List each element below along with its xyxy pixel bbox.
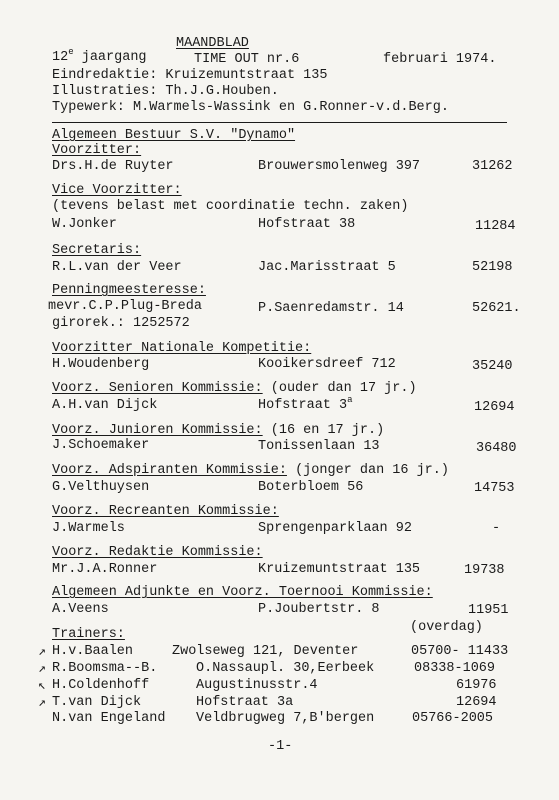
- volume-number: 12: [52, 50, 69, 65]
- volume-line: [52, 47, 147, 66]
- board-title: Algemeen Bestuur S.V. "Dynamo": [52, 128, 296, 143]
- member-address: Hofstraat 38: [258, 217, 356, 232]
- section-heading: Voorz. Junioren Kommissie:: [52, 423, 263, 438]
- member-phone: 19738: [464, 563, 505, 578]
- trainer-address: Zwolseweg 121, Deventer: [172, 644, 359, 659]
- member-name: A.H.van Dijck: [52, 398, 158, 413]
- section-heading: Voorz. Redaktie Kommissie:: [52, 545, 263, 560]
- member-phone: 35240: [472, 359, 513, 374]
- member-phone: 31262: [472, 159, 513, 174]
- member-name: Mr.J.A.Ronner: [52, 562, 158, 577]
- typing-line: Typewerk: M.Warmels-Wassink en G.Ronner-v.d.Berg.: [52, 100, 449, 115]
- member-address: Boterbloem 56: [258, 480, 364, 495]
- member-address: Tonissenlaan 13: [258, 439, 380, 454]
- section-heading: Voorz. Senioren Kommissie:: [52, 381, 263, 396]
- section-suffix: (16 en 17 jr.): [270, 423, 385, 438]
- section-heading: Algemeen Adjunkte en Voorz. Toernooi Kommissie:: [52, 585, 433, 600]
- member-phone: 12694: [474, 400, 515, 415]
- trainer-name: R.Boomsma--B.: [52, 661, 158, 676]
- section-heading: Penningmeesteresse:: [52, 283, 206, 298]
- section-heading: Secretaris:: [52, 243, 142, 258]
- member-address: P.Joubertstr. 8: [258, 602, 380, 617]
- trainer-name: T.van Dijck: [52, 695, 142, 710]
- section-heading: Vice Voorzitter:: [52, 183, 182, 198]
- member-phone: 11284: [475, 219, 516, 234]
- editorial-line: Eindredaktie: Kruizemuntstraat 135: [52, 68, 328, 83]
- member-name: G.Velthuysen: [52, 480, 150, 495]
- volume-word: jaargang: [81, 50, 147, 65]
- member-address: Brouwersmolenweg 397: [258, 159, 421, 174]
- check-mark-icon: ↗: [38, 644, 46, 659]
- trainer-name: H.v.Baalen: [52, 644, 134, 659]
- trainer-address: Hofstraat 3a: [196, 695, 294, 710]
- section-line: [52, 381, 417, 397]
- member-address: Sprengenparklaan 92: [258, 521, 412, 536]
- section-heading: Voorzitter:: [52, 143, 142, 158]
- trainer-phone: 12694: [456, 695, 497, 710]
- member-phone: 52621.: [472, 301, 521, 316]
- publication-name: TIME OUT nr.6: [194, 52, 300, 67]
- member-address: Kooikersdreef 712: [258, 357, 396, 372]
- member-address: P.Saenredamstr. 14: [258, 301, 404, 316]
- member-name: mevr.C.P.Plug-Breda: [48, 299, 202, 314]
- member-phone: 11951: [468, 603, 509, 618]
- section-heading: Voorzitter Nationale Kompetitie:: [52, 341, 312, 356]
- check-mark-icon: ↗: [38, 661, 46, 676]
- check-mark-icon: ↖: [38, 678, 46, 693]
- trainer-name: N.van Engeland: [52, 711, 166, 726]
- trainer-phone: 05700- 11433: [411, 644, 509, 659]
- masthead-divider: [52, 122, 507, 123]
- trainer-address: Veldbrugweg 7,B'bergen: [196, 711, 375, 726]
- trainer-phone: 61976: [456, 678, 497, 693]
- member-phone: 52198: [472, 260, 513, 275]
- trainer-address: O.Nassaupl. 30,Eerbeek: [196, 661, 375, 676]
- giro-account: girorek.: 1252572: [52, 316, 190, 331]
- section-note: (tevens belast met coordinatie techn. zaken): [52, 199, 409, 214]
- check-mark-icon: ↗: [38, 695, 46, 710]
- page-number: -1-: [268, 739, 293, 754]
- member-name: J.Warmels: [52, 521, 125, 536]
- trainer-address: Augustinusstr.4: [196, 678, 318, 693]
- trainer-name: H.Coldenhoff: [52, 678, 150, 693]
- section-heading: Voorz. Recreanten Kommissie:: [52, 504, 279, 519]
- member-address-line: [258, 395, 353, 414]
- trainer-phone: 05766-2005: [412, 711, 494, 726]
- member-address: Jac.Marisstraat 5: [258, 260, 396, 275]
- masthead-title: MAANDBLAD: [176, 36, 249, 51]
- address-superscript: a: [347, 395, 353, 405]
- member-phone: 14753: [474, 481, 515, 496]
- member-name: Drs.H.de Ruyter: [52, 159, 174, 174]
- section-line: [52, 423, 384, 439]
- phone-note: (overdag): [410, 620, 483, 635]
- member-phone: 36480: [476, 441, 517, 456]
- member-name: H.Woudenberg: [52, 357, 150, 372]
- member-phone: -: [492, 521, 501, 536]
- section-suffix: (ouder dan 17 jr.): [270, 381, 417, 396]
- member-name: A.Veens: [52, 602, 109, 617]
- section-heading: Voorz. Adspiranten Kommissie:: [52, 463, 287, 478]
- publication-date: februari 1974.: [383, 52, 497, 67]
- volume-superscript: e: [68, 47, 74, 57]
- illustrations-line: Illustraties: Th.J.G.Houben.: [52, 84, 279, 99]
- section-suffix: (jonger dan 16 jr.): [295, 463, 449, 478]
- member-address: Hofstraat 3: [258, 398, 348, 413]
- member-name: R.L.van der Veer: [52, 260, 182, 275]
- member-address: Kruizemuntstraat 135: [258, 562, 421, 577]
- section-line: [52, 463, 449, 479]
- trainers-heading: Trainers:: [52, 627, 125, 642]
- member-name: W.Jonker: [52, 217, 117, 232]
- member-name: J.Schoemaker: [52, 438, 150, 453]
- trainer-phone: 08338-1069: [414, 661, 496, 676]
